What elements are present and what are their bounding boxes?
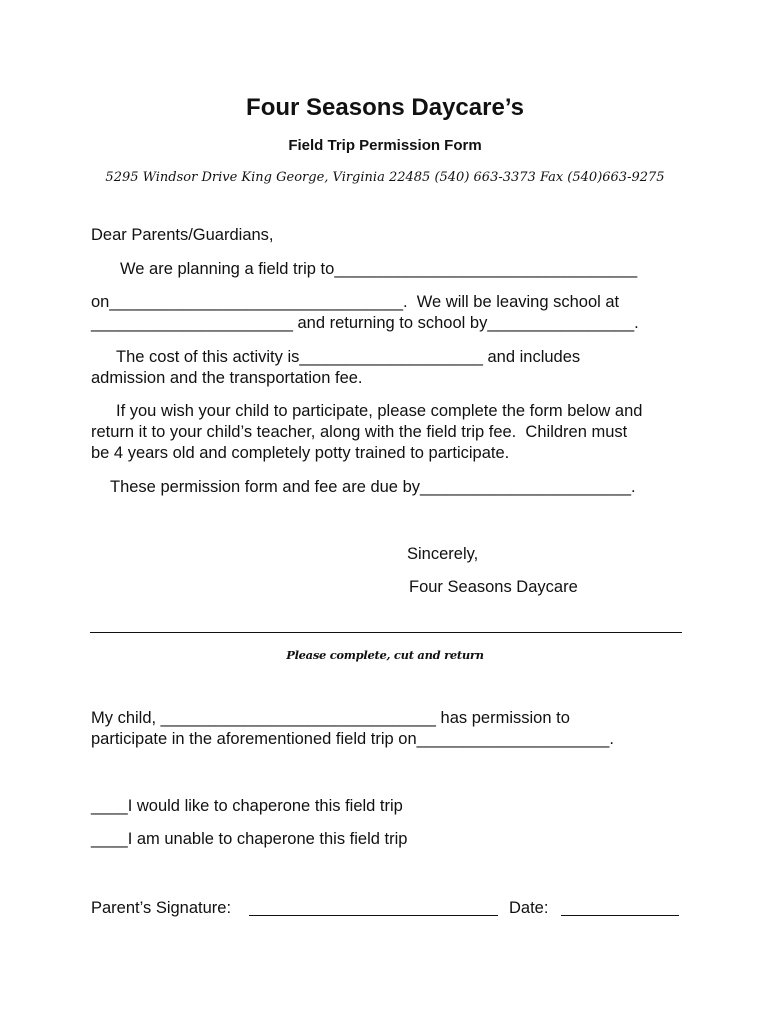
letter-line-9: These permission form and fee are due by_______________________. bbox=[110, 478, 636, 496]
signature-name: Four Seasons Daycare bbox=[409, 578, 578, 596]
date-line bbox=[561, 915, 679, 916]
form-subtitle: Field Trip Permission Form bbox=[288, 137, 482, 154]
slip-line-1: My child, ______________________________ has permission to bbox=[91, 709, 570, 727]
daycare-address: 5295 Windsor Drive King George, Virginia 22485 (540) 663-3373 Fax (540)663-9275 bbox=[105, 170, 665, 185]
letter-line-4: The cost of this activity is____________________ and includes bbox=[116, 348, 581, 366]
closing: Sincerely, bbox=[407, 545, 479, 563]
cut-line bbox=[90, 632, 682, 633]
parent-signature-line bbox=[249, 915, 498, 916]
date-label: Date: bbox=[509, 899, 549, 917]
cut-instruction: Please complete, cut and return bbox=[286, 648, 484, 662]
salutation: Dear Parents/Guardians, bbox=[91, 226, 274, 244]
letter-line-2: on________________________________. We will be leaving school at bbox=[91, 293, 620, 311]
slip-line-2: participate in the aforementioned field trip on_____________________. bbox=[91, 730, 614, 748]
parent-signature-label: Parent’s Signature: bbox=[91, 899, 232, 917]
chaperone-no-option: ____I am unable to chaperone this field trip bbox=[91, 830, 408, 848]
chaperone-yes-option: ____I would like to chaperone this field trip bbox=[91, 797, 403, 815]
letter-line-6: If you wish your child to participate, please complete the form below and bbox=[116, 402, 643, 420]
letter-line-3: ______________________ and returning to school by________________. bbox=[91, 314, 639, 332]
form-title: Four Seasons Daycare’s bbox=[246, 94, 524, 121]
letter-line-8: be 4 years old and completely potty trained to participate. bbox=[91, 444, 510, 462]
letter-line-7: return it to your child’s teacher, along with the field trip fee. Children must bbox=[91, 423, 628, 441]
letter-line-5: admission and the transportation fee. bbox=[91, 369, 363, 387]
letter-line-1: We are planning a field trip to_________________________________ bbox=[120, 260, 638, 278]
